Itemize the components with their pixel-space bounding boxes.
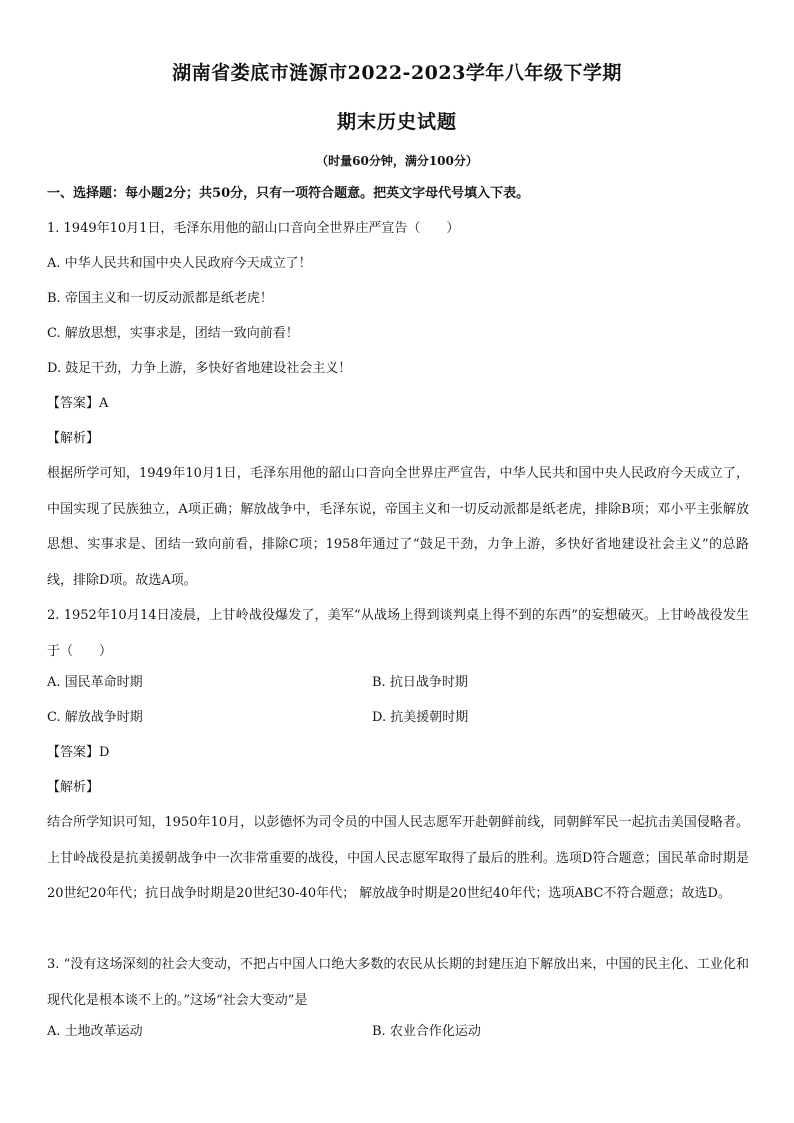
question-1-analysis: 根据所学可知，1949年10月1日，毛泽东用他的韶山口音向全世界庄严宣告，中华人民共和国中央人民政府今天成立了，中国实现了民族独立，A项正确；解放战争中，毛泽东说，帝国主义和一切反动派都是纸老虎，排除B项；邓小平主张解放思想、实事求是、团结一致向前看，排除C项；1958年通过了“鼓足干劲，力争上游，多快好省地建设社会主义”的总路线，排除D项。故选A项。 [47,466,749,588]
question-1-answer: 【答案】A [47,396,109,411]
question-2-analysis: 结合所学知识可知，1950年10月，以彭德怀为司令员的中国人民志愿军开赴朝鲜前线，同朝鲜军民一起抗击美国侵略者。上甘岭战役是抗美援朝战争中一次非常重要的战役，中国人民志愿军取得了最后的胜利。选项D符合题意；国民革命时期是20世纪20年代；抗日战争时期是20世纪30-40年代； 解放战争时期是20世纪40年代；选项ABC不符合题意；故选D。 [47,815,749,901]
question-2-option-a: A. 国民革命时期 [47,675,143,690]
question-2-analysis-label: 【解析】 [47,780,100,795]
question-2-option-d: D. 抗美援朝时期 [372,710,469,725]
question-1-option-c: C. 解放思想，实事求是，团结一致向前看！ [47,326,299,341]
question-1-analysis-label: 【解析】 [47,431,100,446]
question-3-stem: 3. “没有这场深刻的社会大变动，不把占中国人口绝大多数的农民从长期的封建压迫下解放出来，中国的民主化、工业化和现代化是根本谈不上的。”这场“社会大变动”是 [47,957,749,1008]
question-2-option-c: C. 解放战争时期 [47,710,143,725]
document-title: 湖南省娄底市涟源市2022-2023学年八年级下学期 [172,62,622,84]
question-3-option-b: B. 农业合作化运动 [372,1024,481,1039]
question-2-answer: 【答案】D [47,745,110,760]
question-1-option-d: D. 鼓足干劲，力争上游，多快好省地建设社会主义！ [47,361,352,376]
exam-info: （时量60分钟，满分100分） [316,154,478,168]
question-2-stem: 2. 1952年10月14日凌晨，上甘岭战役爆发了，美军“从战场上得到谈判桌上得不到的东西”的妄想破灭。上甘岭战役发生于（ ） [47,608,749,659]
document-title-line2: 期末历史试题 [336,111,457,133]
question-2-option-b: B. 抗日战争时期 [372,675,468,690]
question-1-option-a: A. 中华人民共和国中央人民政府今天成立了！ [47,256,312,271]
section-heading: 一、选择题：每小题2分；共50分，只有一项符合题意。把英文字母代号填入下表。 [47,186,530,201]
question-3-option-a: A. 土地改革运动 [47,1024,143,1039]
question-1-stem: 1. 1949年10月1日，毛泽东用他的韶山口音向全世界庄严宣告（ ） [47,221,460,236]
question-1-option-b: B. 帝国主义和一切反动派都是纸老虎！ [47,291,273,306]
